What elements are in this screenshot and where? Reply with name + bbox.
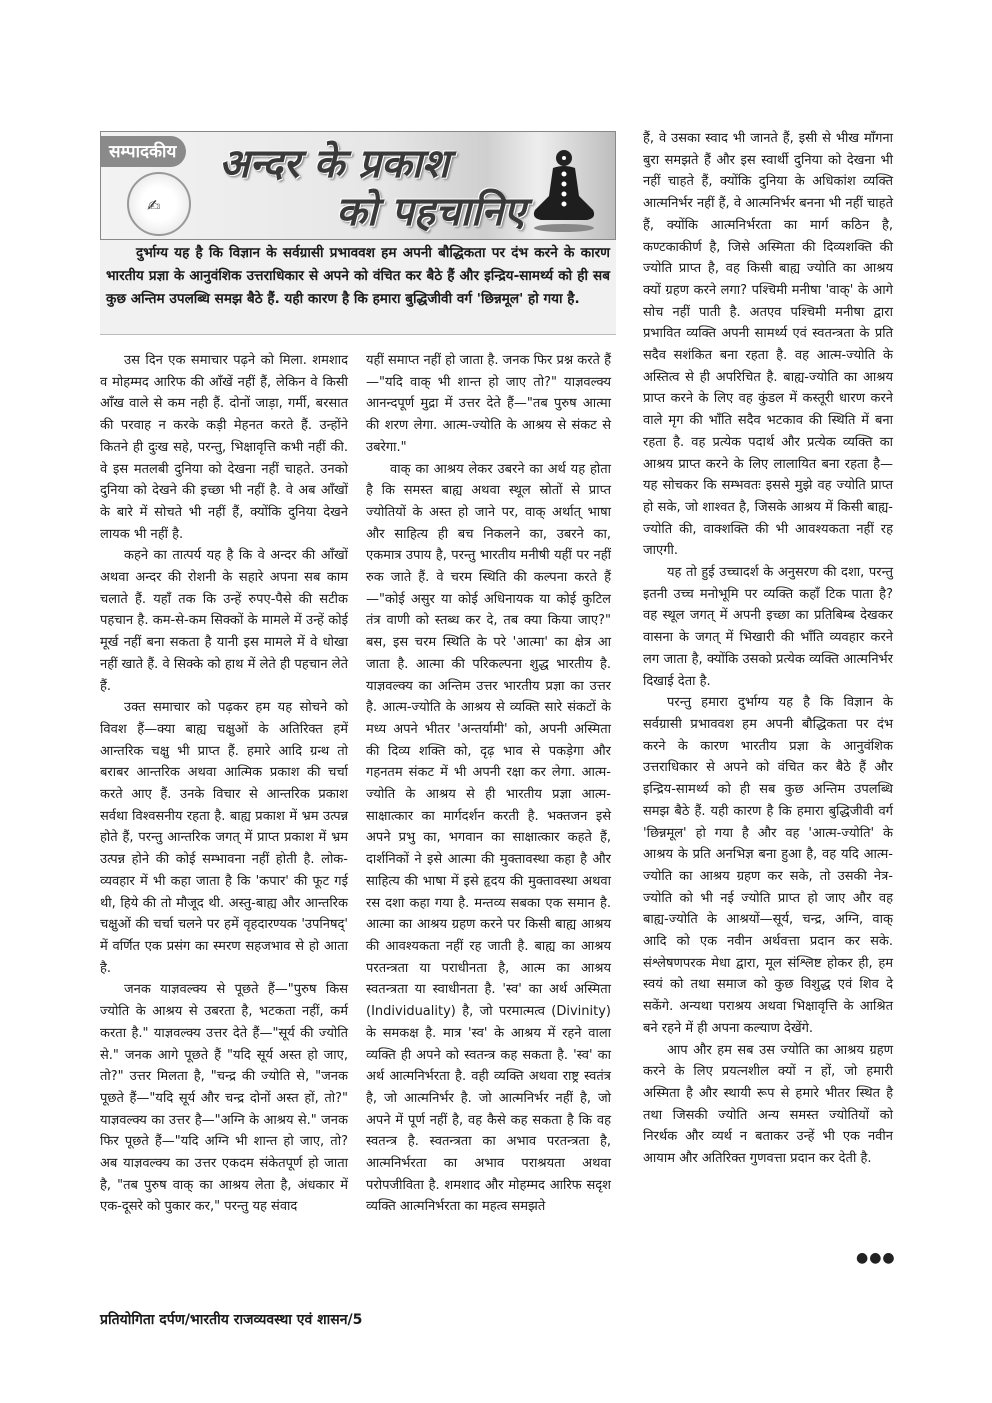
paragraph: वाक् का आश्रय लेकर उबरने का अर्थ यह होता है कि समस्त बाह्य अथवा स्थूल स्रोतों से प्राप्त ज्योतियों के अस्त हो जाने पर, वाक् अर्थात् भाषा और साहित्य ही बच निकलने का, उबरने का, एकमात्र उपाय है, परन्तु भारतीय मनीषी यहीं पर नहीं रुक जाते हैं. वे चरम स्थिति की कल्पना करते हैं—"कोई असुर या कोई अधिनायक या कोई कुटिल तंत्र वाणी को स्तब्ध कर दे, तब क्या किया जाए?" बस, इस चरम स्थिति के परे 'आत्मा' का क्षेत्र आ जाता है. आत्मा की परिकल्पना शुद्ध भारतीय है. याज्ञवल्क्य का अन्तिम उत्तर भारतीय प्रज्ञा का उत्तर है. आत्म-ज्योति के आश्रय से व्यक्ति सारे संकटों के मध्य अपने भीतर 'अन्तर्यामी' को, अपनी अस्मिता की दिव्य शक्ति को, दृढ़ भाव से पकड़ेगा और गहनतम संकट में भी अपनी रक्षा कर लेगा. आत्म-ज्योति के आश्रय से ही भारतीय प्रज्ञा आत्म-साक्षात्कार का मार्गदर्शन करती है. भक्तजन इसे अपने प्रभु का, भगवान का साक्षात्कार कहते हैं, दार्शनिकों ने इसे आत्मा की मुक्तावस्था कहा है और साहित्य की भाषा में इसे हृदय की मुक्तावस्था अथवा रस दशा कहा गया है. मन्तव्य सबका एक समान है. आत्मा का आश्रय ग्रहण करने पर किसी बाह्य आश्रय की आवश्यकता नहीं रह जाती है. बाह्य का आश्रय परतन्त्रता या पराधीनता है, आत्म का आश्रय स्वतन्त्रता या स्वाधीनता है. 'स्व' का अर्थ अस्मिता (Individuality) है, जो परमात्मत्व (Divinity) के समकक्ष है. मात्र 'स्व' के आश्रय में रहने वाला व्यक्ति ही अपने को स्वतन्त्र कह सकता है. 'स्व' का अर्थ आत्मनिर्भरता है. वही व्यक्ति अथवा राष्ट्र स्वतंत्र है, जो आत्मनिर्भर है. जो आत्मनिर्भर नहीं है, जो अपने में पूर्ण नहीं है, वह कैसे कह सकता है कि वह स्वतन्त्र है. स्वतन्त्रता का अभाव परतन्त्रता है, आत्मनिर्भरता का अभाव पराश्रयता अथवा परोपजीविता है. शमशाद और मोहम्मद आरिफ सदृश व्यक्ति आत्मनिर्भरता का महत्व समझते	[366, 461, 611, 1215]
page-footer: प्रतियोगिता दर्पण/भारतीय राजव्यवस्था एवं शासन/5	[100, 1312, 363, 1328]
paragraph: हैं, वे उसका स्वाद भी जानते हैं, इसी से भीख माँगना बुरा समझते हैं और इस स्वार्थी दुनिया को देखना भी नहीं चाहते हैं, क्योंकि दुनिया के अधिकांश व्यक्ति आत्मनिर्भर नहीं हैं, वे आत्मनिर्भर बनना भी नहीं चाहते हैं, क्योंकि आत्मनिर्भरता का मार्ग कठिन है, कण्टकाकीर्ण है, जिसे अस्मिता की दिव्यशक्ति की ज्योति प्राप्त है, वह किसी बाह्य ज्योति का आश्रय क्यों ग्रहण करने लगा? पश्चिमी मनीषा 'वाक्' के आगे सोच नहीं पाती है. अतएव पश्चिमी मनीषा द्वारा प्रभावित व्यक्ति अपनी सामर्थ्य एवं स्वतन्त्रता के प्रति सदैव सशंकित बना रहता है. वह आत्म-ज्योति के अस्तित्व से ही अपरिचित है. बाह्य-ज्योति का आश्रय प्राप्त करने के लिए वह कुंडल में कस्तूरी धारण करने वाले मृग की भाँति सदैव भटकाव की स्थिति में बना रहता है. वह प्रत्येक पदार्थ और प्रत्येक व्यक्ति का आश्रय प्राप्त करने के लिए लालायित बना रहता है—यह सोचकर कि सम्भवतः इससे मुझे वह ज्योति प्राप्त हो सके, जो शाश्वत है, जिसके आश्रय में किसी बाह्य-ज्योति की, वाक्शक्ति की भी आवश्यकता नहीं रह जाएगी.	[643, 131, 893, 559]
editorial-summary: दुर्भाग्य यह है कि विज्ञान के सर्वग्रासी प्रभाववश हम अपनी बौद्धिकता पर दंभ करने के कारण भारतीय प्रज्ञा के आनुवंशिक उत्तराधिकार से अपने को वंचित कर बैठे हैं और इन्द्रिय-सामर्थ्य को ही सब कुछ अन्तिम उपलब्धि समझ बैठे हैं. यही कारण है कि हमारा बुद्धिजीवी वर्ग 'छिन्नमूल' हो गया है.	[100, 240, 616, 335]
pen-icon: ✍	[147, 196, 161, 215]
paragraph: यह तो हुई उच्चादर्श के अनुसरण की दशा, परन्तु इतनी उच्च मनोभूमि पर व्यक्ति कहाँ टिक पाता है? वह स्थूल जगत् में अपनी इच्छा का प्रतिबिम्ब देखकर वासना के जगत् में भिखारी की भाँति व्यवहार करने लग जाता है, क्योंकि उसको प्रत्येक व्यक्ति आत्मनिर्भर दिखाई देता है.	[643, 565, 893, 689]
article-column-1	[100, 350, 348, 1218]
editorial-banner	[100, 131, 616, 240]
article-column-2	[366, 350, 611, 1218]
meditating-figure-image	[531, 144, 597, 234]
paragraph: जनक याज्ञवल्क्य से पूछते हैं—"पुरुष किस ज्योति के आश्रय से उबरता है, भटकता नहीं, कर्म करता है." याज्ञवल्क्य उत्तर देते हैं—"सूर्य की ज्योति से." जनक आगे पूछते हैं "यदि सूर्य अस्त हो जाए, तो?" उत्तर मिलता है, "चन्द्र की ज्योति से, "जनक पूछते हैं—"यदि सूर्य और चन्द्र दोनों अस्त हों, तो?" याज्ञवल्क्य का उत्तर है—"अग्नि के आश्रय से." जनक फिर पूछते हैं—"यदि अग्नि भी शान्त हो जाए, तो? अब याज्ञवल्क्य का उत्तर एकदम संकेतपूर्ण हो जाता है, "तब पुरुष वाक् का आश्रय लेता है, अंधकार में एक-दूसरे को पुकार कर," परन्तु यह संवाद	[100, 982, 348, 1215]
title-line-2: को पहचानिए	[336, 189, 526, 235]
paragraph: यहीं समाप्त नहीं हो जाता है. जनक फिर प्रश्न करते हैं—"यदि वाक् भी शान्त हो जाए तो?" याज्ञवल्क्य आनन्दपूर्ण मुद्रा में उत्तर देते हैं—"तब पुरुष आत्मा की शरण लेगा. आत्म-ज्योति के आश्रय से संकट से उबरेगा."	[366, 353, 611, 455]
title-line-1: अन्दर के प्रकाश	[219, 141, 450, 187]
paragraph: उक्त समाचार को पढ़कर हम यह सोचने को विवश हैं—क्या बाह्य चक्षुओं के अतिरिक्त हमें आन्तरिक चक्षु भी प्राप्त हैं. हमारे आदि ग्रन्थ तो बराबर आन्तरिक अथवा आत्मिक प्रकाश की चर्चा करते आए हैं. उनके विचार से आन्तरिक प्रकाश सर्वथा विश्वसनीय रहता है. बाह्य प्रकाश में भ्रम उत्पन्न होते हैं, परन्तु आन्तरिक जगत् में प्राप्त प्रकाश में भ्रम उत्पन्न होने की कोई सम्भावना नहीं होती है. लोक-व्यवहार में भी कहा जाता है कि 'कपार' की फूट गई थी, हिये की तो मौजूद थी. अस्तु-बाह्य और आन्तरिक चक्षुओं की चर्चा चलने पर हमें वृहदारण्यक 'उपनिषद्' में वर्णित एक प्रसंग का स्मरण सहजभाव से हो आता है.	[100, 700, 348, 976]
article-column-3	[643, 128, 893, 1170]
section-tag: सम्पादकीय	[101, 136, 186, 167]
paragraph: आप और हम सब उस ज्योति का आश्रय ग्रहण करने के लिए प्रयत्नशील क्यों न हों, जो हमारी अस्मिता है और स्थायी रूप से हमारे भीतर स्थित है तथा जिसकी ज्योति अन्य समस्त ज्योतियों को निरर्थक और व्यर्थ न बताकर उन्हें भी एक नवीन आयाम और अतिरिक्त गुणवत्ता प्रदान कर देती है.	[643, 1042, 893, 1167]
paragraph: कहने का तात्पर्य यह है कि वे अन्दर की आँखों अथवा अन्दर की रोशनी के सहारे अपना सब काम चलाते हैं. यहाँ तक कि उन्हें रुपए-पैसे की सटीक पहचान है. कम-से-कम सिक्कों के मामले में उन्हें कोई मूर्ख नहीं बना सकता है यानी इस मामले में वे धोखा नहीं खाते हैं. वे सिक्के को हाथ में लेते ही पहचान लेते हैं.	[100, 548, 348, 694]
writing-hand-image	[127, 172, 191, 236]
paragraph: उस दिन एक समाचार पढ़ने को मिला. शमशाद व मोहम्मद आरिफ की आँखें नहीं हैं, लेकिन वे किसी आँख वाले से कम नही हैं. दोनों जाड़ा, गर्मी, बरसात की परवाह न करके कड़ी मेहनत करते हैं. उन्होंने कितने ही दुःख सहे, परन्तु, भिक्षावृत्ति कभी नहीं की. वे इस मतलबी दुनिया को देखना नहीं चाहते. उनको दुनिया को देखने की इच्छा भी नहीं है. वे अब आँखों के बारे में सोचते भी नहीं हैं, क्योंकि दुनिया देखने लायक भी नहीं है.	[100, 353, 348, 542]
paragraph: परन्तु हमारा दुर्भाग्य यह है कि विज्ञान के सर्वग्रासी प्रभाववश हम अपनी बौद्धिकता पर दंभ करने के कारण भारतीय प्रज्ञा के आनुवंशिक उत्तराधिकार से अपने को वंचित कर बैठे हैं और इन्द्रिय-सामर्थ्य को ही सब कुछ अन्तिम उपलब्धि समझ बैठे हैं. यही कारण है कि हमारा बुद्धिजीवी वर्ग 'छिन्नमूल' हो गया है और वह 'आत्म-ज्योति' के आश्रय के प्रति अनभिज्ञ बना हुआ है, वह यदि आत्म-ज्योति का आश्रय ग्रहण कर सके, तो उसकी नेत्र-ज्योति को भी नई ज्योति प्राप्त हो जाए और वह बाह्य-ज्योति के आश्रयों—सूर्य, चन्द्र, अग्नि, वाक् आदि को एक नवीन अर्थवत्ता प्रदान कर सके. संश्लेषणपरक मेधा द्वारा, मूल संश्लिष्ट होकर ही, हम स्वयं को तथा समाज को कुछ विशुद्ध एवं शिव दे सकेंगे. अन्यथा पराश्रय अथवा भिक्षावृत्ति के आश्रित बने रहने में ही अपना कल्याण देखेंगे.	[643, 695, 893, 1036]
end-mark: ●●●	[856, 1250, 896, 1266]
